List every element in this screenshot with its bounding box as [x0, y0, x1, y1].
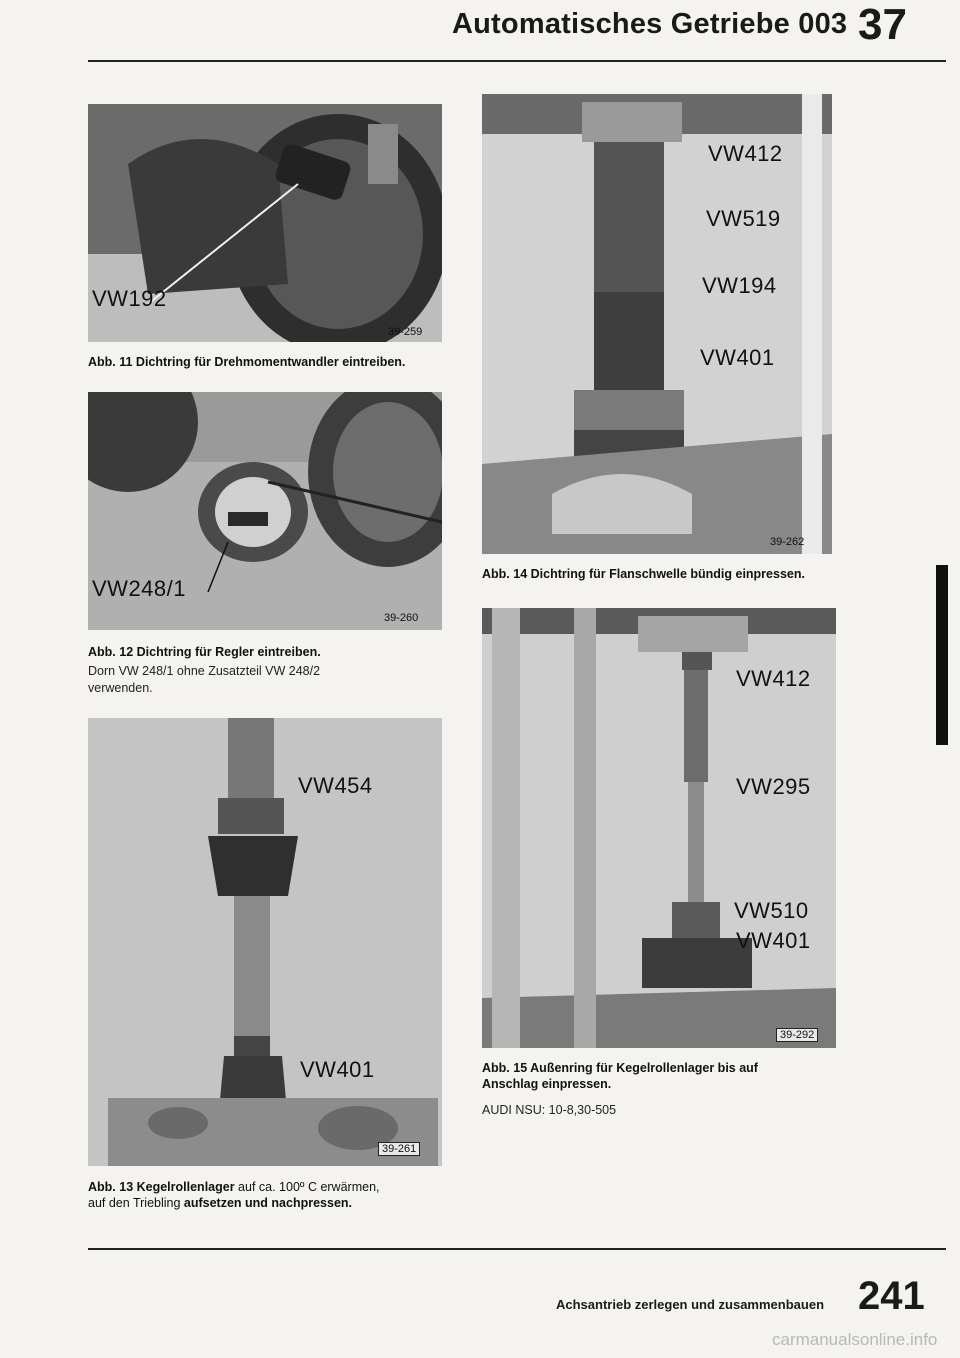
figure-13-photo: [88, 718, 442, 1166]
figure-12-ref: 39-260: [384, 612, 419, 624]
figure-13-caption: Abb. 13 Kegelrollenlager auf ca. 100º C erwärmen, auf den Triebling aufsetzen und nachpressen.: [88, 1180, 380, 1210]
figure-15-note: AUDI NSU: 10-8,30-505: [482, 1103, 617, 1117]
figure-13-callout-vw401: VW401: [300, 1057, 375, 1082]
figure-14-callout-vw401: VW401: [700, 345, 775, 370]
section-number: 37: [858, 0, 907, 49]
figure-11-photo: [88, 104, 442, 342]
figure-12-caption: Abb. 12 Dichtring für Regler eintreiben.: [88, 645, 321, 659]
figure-12-photo: [88, 392, 442, 630]
figure-14-photo: [482, 94, 832, 554]
figure-11-ref: 39-259: [388, 326, 423, 338]
figure-14-caption: Abb. 14 Dichtring für Flanschwelle bündig einpressen.: [482, 567, 805, 581]
footer-rule: [88, 1248, 946, 1250]
figure-15-callout-vw401: VW401: [736, 928, 811, 953]
figure-12-callout-vw248-1: VW248/1: [92, 576, 186, 601]
figure-12-note: Dorn VW 248/1 ohne Zusatzteil VW 248/2 verwenden.: [88, 664, 321, 695]
figure-15-ref: 39-292: [776, 1028, 818, 1042]
page-header-title: Automatisches Getriebe 003: [452, 8, 848, 40]
footer-chapter-title: Achsantrieb zerlegen und zusammenbauen: [556, 1297, 825, 1312]
figure-15-callout-vw295: VW295: [736, 774, 811, 799]
figure-13-callout-vw454: VW454: [298, 773, 373, 798]
figure-15-callout-vw412: VW412: [736, 666, 811, 691]
page-number: 241: [858, 1274, 925, 1318]
figure-15-callout-vw510: VW510: [734, 898, 809, 923]
figure-14-ref: 39-262: [770, 536, 805, 548]
figure-14-callout-vw519: VW519: [706, 206, 781, 231]
figure-13-ref: 39-261: [378, 1142, 420, 1156]
site-watermark: carmanualsonline.info: [772, 1330, 938, 1349]
figure-15-caption: Abb. 15 Außenring für Kegelrollenlager bis auf Anschlag einpressen.: [482, 1061, 758, 1091]
header-rule: [88, 60, 946, 62]
figure-15-photo: [482, 608, 836, 1048]
figure-14-callout-vw194: VW194: [702, 273, 777, 298]
figure-11-caption: Abb. 11 Dichtring für Drehmomentwandler eintreiben.: [88, 355, 406, 369]
figure-11-callout-vw192: VW192: [92, 286, 167, 311]
section-thumb-index-bar: [936, 565, 948, 745]
figure-14-callout-vw412: VW412: [708, 141, 783, 166]
